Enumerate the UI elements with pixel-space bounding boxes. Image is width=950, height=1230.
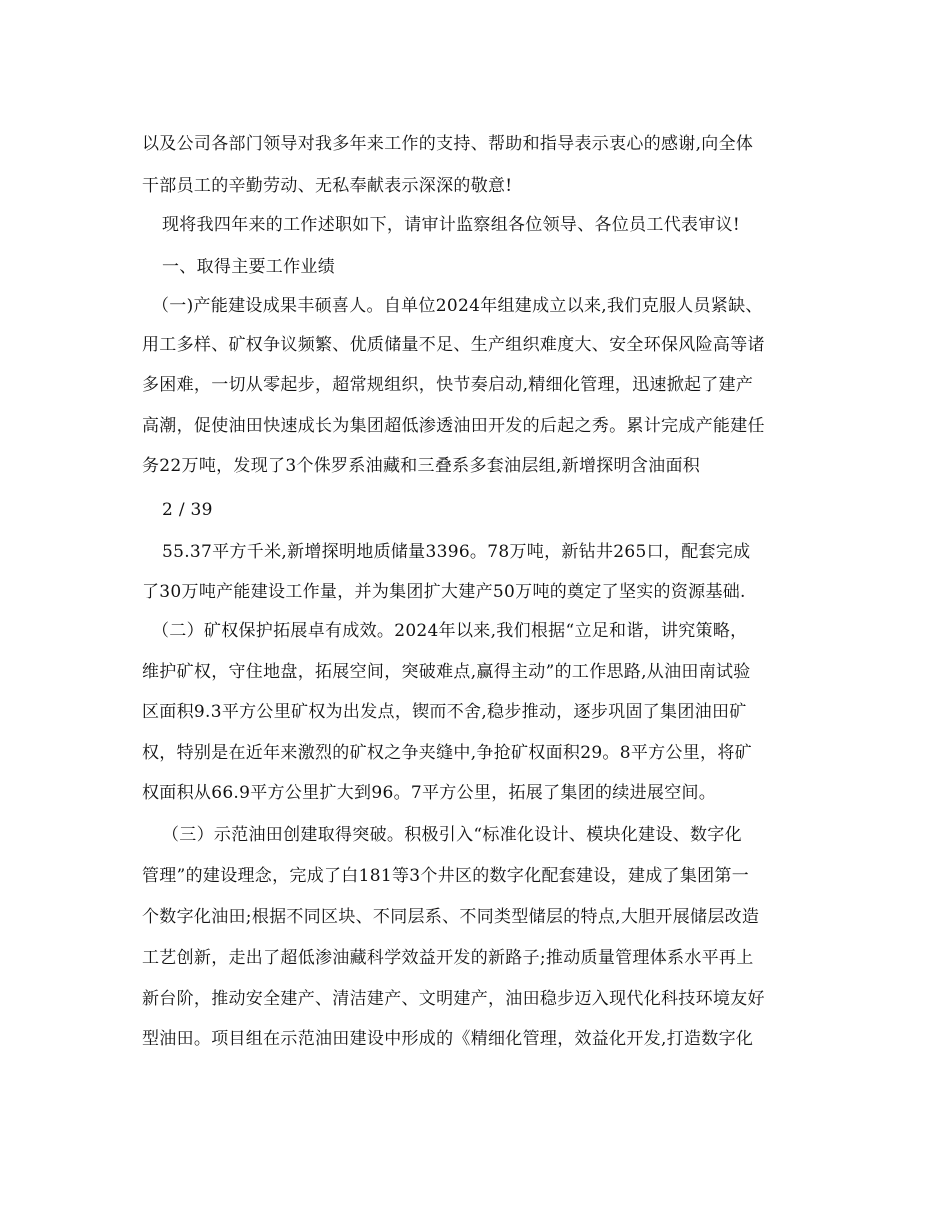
text-line: 了30万吨产能建设工作量，并为集团扩大建产50万吨的奠定了坚实的资源基础.: [142, 582, 746, 602]
text-line: （一)产能建设成果丰硕喜人。自单位2024年组建成立以来,我们克服人员紧缺、: [152, 296, 763, 316]
text-line: 权，特别是在近年来激烈的矿权之争夹缝中,争抢矿权面积29。8平方公里，将矿: [142, 743, 752, 763]
text-line: 现将我四年来的工作述职如下，请审计监察组各位领导、各位员工代表审议!: [162, 215, 741, 235]
section-heading: 一、取得主要工作业绩: [162, 257, 335, 277]
text-line: 用工多样、矿权争议频繁、优质储量不足、生产组织难度大、安全环保风险高等诸: [142, 335, 765, 355]
text-line: 工艺创新，走出了超低渗油藏科学效益开发的新路子;推动质量管理体系水平再上: [142, 948, 754, 968]
text-line: 区面积9.3平方公里矿权为出发点，锲而不舍,稳步推动，逐步巩固了集团油田矿: [142, 702, 747, 722]
text-line: （二）矿权保护拓展卓有成效。2024年以来,我们根据“立足和谐，讲究策略，: [152, 621, 748, 641]
text-line: 管理”的建设理念，完成了白181等3个井区的数字化配套建设，建成了集团第一: [142, 866, 750, 886]
text-line: 型油田。项目组在示范油田建设中形成的《精细化管理，效益化开发,打造数字化: [142, 1029, 754, 1049]
text-line: 多困难，一切从零起步，超常规组织，快节奏启动,精细化管理，迅速掀起了建产: [142, 375, 754, 395]
text-line: 55.37平方千米,新增探明地质储量3396。78万吨，新钻井265口，配套完成: [162, 542, 751, 562]
page-number: 2 / 39: [162, 500, 213, 520]
text-line: 维护矿权，守住地盘，拓展空间，突破难点,赢得主动”的工作思路,从油田南试验: [142, 662, 751, 682]
text-line: 个数字化油田;根据不同区块、不同层系、不同类型储层的特点,大胆开展储层改造: [142, 907, 760, 927]
text-line: 务22万吨，发现了3个侏罗系油藏和三叠系多套油层组,新增探明含油面积: [142, 456, 701, 476]
text-line: 干部员工的辛勤劳动、无私奉献表示深深的敬意!: [142, 176, 513, 196]
text-line: （三）示范油田创建取得突破。积极引入“标准化设计、模块化建设、数字化: [162, 825, 742, 845]
text-line: 以及公司各部门领导对我多年来工作的支持、帮助和指导表示衷心的感谢,向全体: [142, 134, 754, 154]
text-line: 高潮，促使油田快速成长为集团超低渗透油田开发的后起之秀。累计完成产能建任: [142, 416, 765, 436]
text-line: 权面积从66.9平方公里扩大到96。7平方公里，拓展了集团的续进展空间。: [142, 783, 717, 803]
text-line: 新台阶，推动安全建产、清洁建产、文明建产，油田稳步迈入现代化科技环境友好: [142, 989, 765, 1009]
